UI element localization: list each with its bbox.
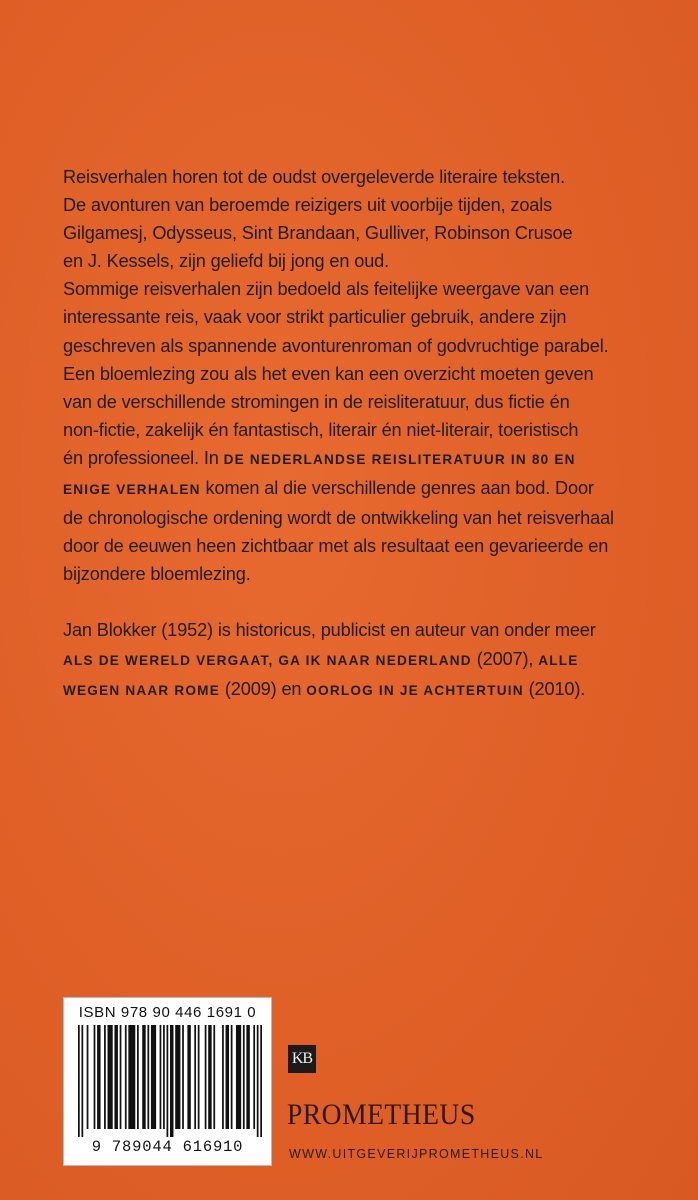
isbn-text: ISBN 978 90 446 1691 0 [78, 1004, 257, 1021]
blurb-line: non-fictie, zakelijk én fantastisch, literair én niet-literair, toeristisch [63, 419, 579, 440]
author-book-title: WEGEN NAAR ROME [63, 682, 220, 698]
kb-logo: KB [288, 1045, 316, 1073]
ean-digits: 9 789044 616910 [91, 1138, 244, 1156]
blurb-line: en J. Kessels, zijn geliefd bij jong en oud. [63, 251, 390, 272]
author-book-year: (2007), [471, 648, 539, 669]
author-bio [63, 616, 663, 704]
blurb-line: Gilgamesj, Odysseus, Sint Brandaan, Gulliver, Robinson Crusoe [63, 223, 573, 244]
blurb-paragraph-2 [63, 275, 663, 588]
blurb-line: geschreven als spannende avonturenroman of godvruchtige parabel. [63, 335, 609, 356]
blurb-line: van de verschillende stromingen in de reisliteratuur, dus fictie én [63, 391, 570, 412]
isbn-barcode [63, 997, 272, 1166]
author-book-title: OORLOG IN JE ACHTERTUIN [306, 682, 524, 698]
author-line: Jan Blokker (1952) is historicus, publicist en auteur van onder meer [63, 620, 596, 641]
author-line [63, 675, 663, 705]
blurb-text [63, 163, 663, 705]
author-book-title: ALLE [538, 652, 579, 668]
author-book-year: (2009) en [219, 678, 307, 699]
author-book-year: (2010). [523, 678, 586, 699]
book-title-anthology-cont: ENIGE VERHALEN [63, 482, 201, 498]
blurb-line: Een bloemlezing zou als het even kan een overzicht moeten geven [63, 363, 594, 384]
book-title-anthology: DE NEDERLANDSE REISLITERATUUR IN 80 EN [223, 451, 576, 467]
blurb-line: de chronologische ordening wordt de ontwikkeling van het reisverhaal [63, 508, 614, 529]
blurb-line [63, 474, 663, 504]
author-line [63, 645, 663, 675]
blurb-paragraph-1 [63, 163, 663, 275]
blurb-line: Sommige reisverhalen zijn bedoeld als feitelijke weergave van een [63, 279, 590, 300]
blurb-line: De avonturen van beroemde reizigers uit voorbije tijden, zoals [63, 195, 553, 216]
publisher-logo-wordmark: PROMETHEUS [287, 1098, 476, 1131]
blurb-text-fragment: komen al die verschillende genres aan bod. Door [200, 478, 594, 499]
blurb-line: door de eeuwen heen zichtbaar met als resultaat een gevarieerde en [63, 536, 609, 557]
blurb-line [63, 444, 663, 474]
publisher-url: WWW.UITGEVERIJPROMETHEUS.NL [289, 1147, 544, 1161]
blurb-text-fragment: én professioneel. In [63, 447, 224, 468]
blurb-line: interessante reis, vaak voor strikt particulier gebruik, andere zijn [63, 307, 567, 328]
author-book-title: ALS DE WERELD VERGAAT, GA IK NAAR NEDERLAND [63, 652, 472, 668]
blurb-line: bijzondere bloemlezing. [63, 564, 251, 585]
barcode-bars [78, 1025, 262, 1137]
blurb-line: Reisverhalen horen tot de oudst overgeleverde literaire teksten. [63, 167, 565, 187]
